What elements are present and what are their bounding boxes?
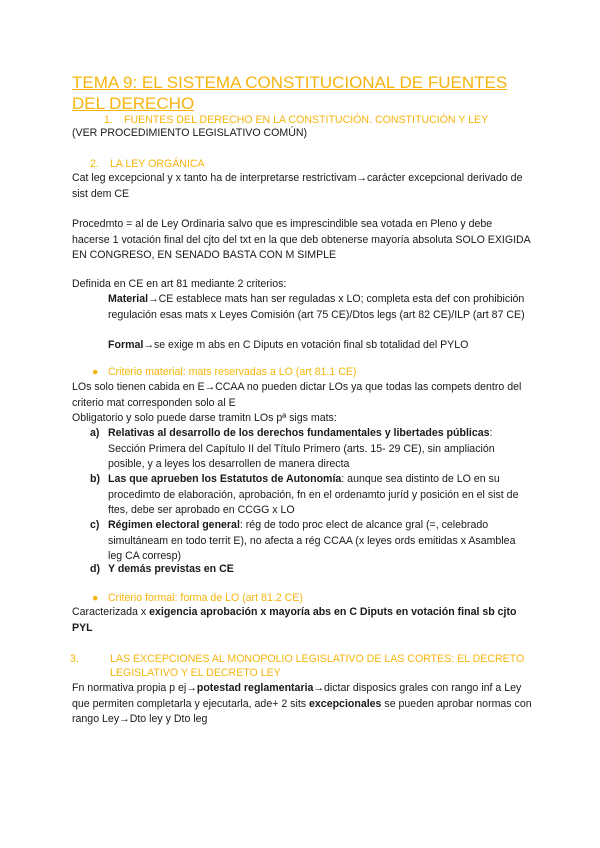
section-3-title: LAS EXCEPCIONES AL MONOPOLIO LEGISLATIVO DE LAS CORTES: EL DECRETO LEGISLATIVO Y EL DECRETO LEY [110, 653, 525, 679]
list-item [90, 518, 528, 565]
paragraph-fn-text-2: →dictar disposics grales con rango inf a Ley que permiten completarla y ejecutarla, ade+ 2 sits [72, 682, 522, 710]
section-3-heading [70, 652, 550, 680]
paragraph-fn-text-3: se pueden aprobar normas con rango Ley→Dto ley y Dto leg [72, 697, 532, 725]
paragraph-definicion: Definida en CE en art 81 mediante 2 criterios: [72, 278, 287, 290]
paragraph-obligatorio: Obligatorio y solo puede darse tramitn LOs pª sigs mats: [72, 412, 337, 424]
paragraph-caracterizada-text: Caracterizada x [72, 606, 150, 618]
list-item [90, 562, 528, 578]
bullet-criterio-formal [92, 591, 303, 605]
bullet-dot-icon: ● [92, 592, 99, 604]
criterion-formal-text: →se exige m abs en C Diputs en votación final sb totalidad del PYLO [143, 339, 469, 351]
paragraph-fn-bold-2: excepcionales [309, 697, 382, 710]
criterion-material-text: →CE establece mats han ser reguladas x LO; completa esta def con prohibición regulación esas mats x Leyes Comisión (art 75 CE)/Dtos legs (art 82 CE)/ILP (art 87 CE) [108, 293, 525, 321]
list-item [90, 472, 528, 519]
list-item-text: : rég de todo proc elect de alcance gral (=, celebrado simultáneam en todo territ E), no afecta a rég CCAA (x leyes ords emitidas x Asamblea leg CA corresp) [108, 519, 516, 562]
paragraph-caracterizada [72, 605, 532, 636]
section-2-heading [90, 157, 205, 171]
paragraph-fn-bold-1: potestad reglamentaria [196, 682, 314, 694]
section-3-number: 3. [70, 653, 79, 665]
paragraph-fn-normativa [72, 681, 532, 728]
list-item [90, 426, 528, 473]
bullet-dot-icon: ● [92, 366, 99, 378]
criterion-material-label: Material [108, 293, 149, 305]
paragraph-procedimiento: Procedmto = al de Ley Ordinaria salvo que es imprescindible sea votada en Pleno y debe hacerse 1 votación final del cjto del txt en la que deb obtenerse mayoría absoluta SOLO EXIGIDA EN CONGRESO, EN SENADO BASTA CON M SIMPLE [72, 218, 531, 261]
list-item-text: : aunque sea distinto de LO en su procedimto de elaboración, aprobación, fn en el ordenamto juríd y posición en el sist de ftes, debe ser aprobado en CCGG x LO [108, 473, 519, 516]
paragraph-caracterizada-bold: exigencia aprobación x mayoría abs en C Diputs en votación final sb cjto PYL [72, 606, 517, 634]
criterion-formal [108, 338, 528, 354]
section-1-note: (VER PROCEDIMIENTO LEGISLATIVO COMÚN) [72, 127, 308, 139]
bullet-criterio-formal-text: Criterio formal: forma de LO (art 81.2 CE) [108, 592, 303, 604]
paragraph-fn-text-1: Fn normativa propia p ej→ [72, 682, 197, 694]
section-2-title: LA LEY ORGÁNICA [110, 158, 205, 170]
list-item-text: : Sección Primera del Capítulo II del Título Primero (arts. 15- 29 CE), sin ampliación posible, y a leyes los desarrollen de manera directa [108, 427, 495, 470]
list-item-heading: Y demás previstas en CE [108, 563, 234, 575]
section-1-heading [104, 113, 488, 127]
section-1-title: FUENTES DEL DERECHO EN LA CONSTITUCIÓN. CONSTITUCIÓN Y LEY [124, 114, 489, 126]
paragraph-los-solo-e: LOs solo tienen cabida en E→CCAA no pueden dictar LOs ya que todas las compets dentro del criterio mat corresponden solo al E [72, 381, 522, 409]
list-item-marker: d) [90, 563, 100, 575]
list-item-marker: a) [90, 427, 100, 439]
paragraph-caracter: Cat leg excepcional y x tanto ha de interpretarse restrictivam→carácter excepcional derivado de sist dem CE [72, 172, 523, 200]
section-1-number: 1. [104, 114, 113, 126]
bullet-criterio-material [92, 365, 356, 379]
criterion-formal-label: Formal [108, 339, 144, 351]
criterion-material [108, 292, 528, 323]
list-item-heading: Régimen electoral general [108, 519, 240, 531]
list-item-marker: b) [90, 473, 100, 485]
document-title: TEMA 9: EL SISTEMA CONSTITUCIONAL DE FUENTES DEL DERECHO [72, 73, 508, 113]
list-item-heading: Las que aprueben los Estatutos de Autonomía [108, 473, 342, 485]
section-2-number: 2. [90, 158, 99, 170]
list-item-heading: Relativas al desarrollo de los derechos fundamentales y libertades públicas [108, 427, 490, 439]
list-item-marker: c) [90, 519, 100, 531]
bullet-criterio-material-text: Criterio material: mats reservadas a LO (art 81.1 CE) [108, 366, 357, 378]
